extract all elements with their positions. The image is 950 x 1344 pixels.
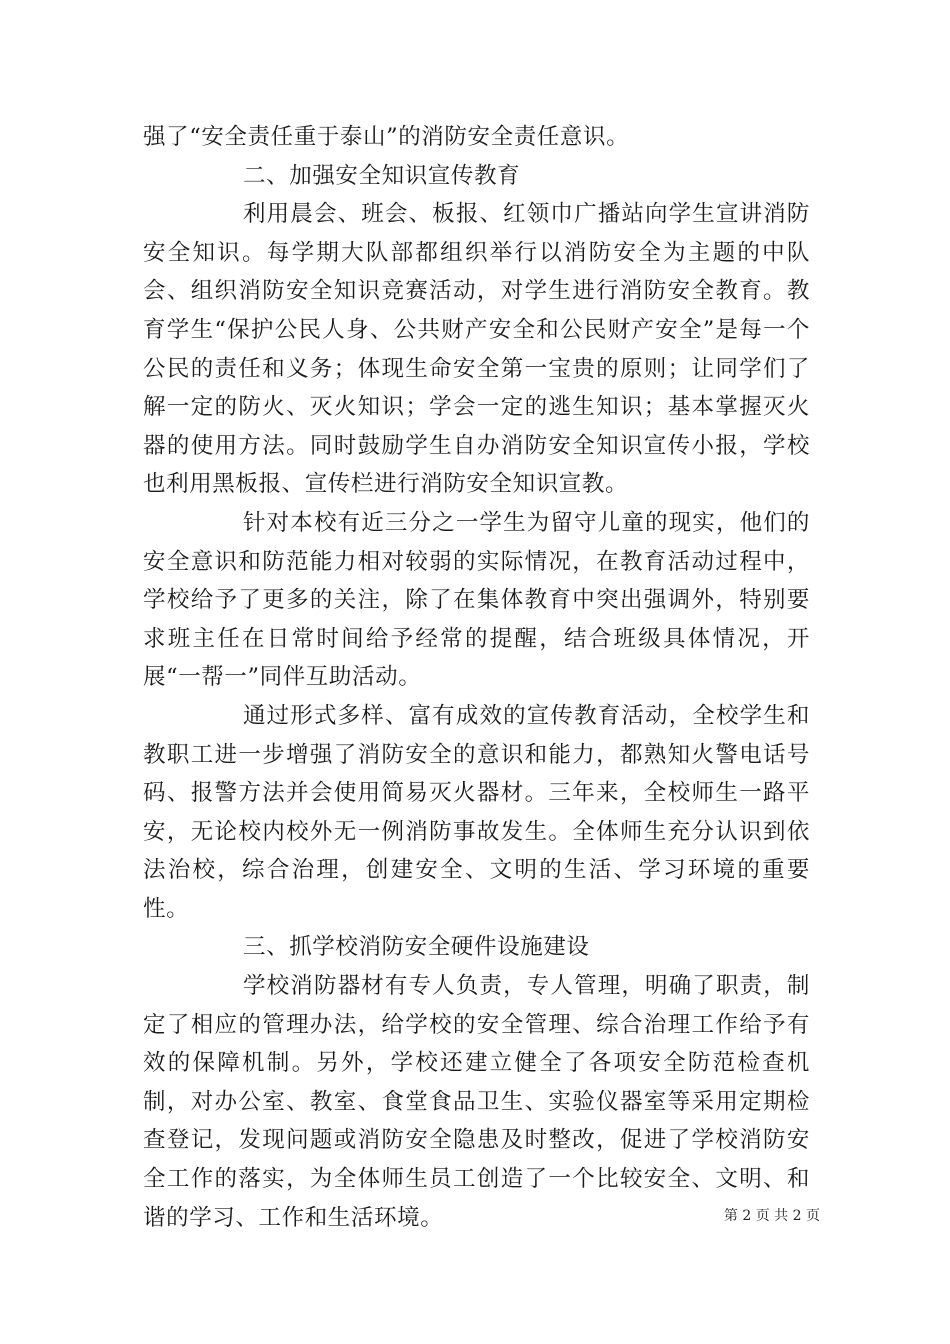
section-heading-3: 三、抓学校消防安全硬件设施建设	[243, 934, 590, 961]
paragraph-left-behind-children: 针对本校有近三分之一学生为留守儿童的现实，他们的安全意识和防范能力相对较弱的实际情况，在教育活动过程中，学校给予了更多的关注，除了在集体教育中突出强调外，特别要求班主任在日常时间给予经常的提醒，结合班级具体情况，开展“一帮一”同伴互助活动。	[143, 509, 810, 691]
page-number-footer: 第 2 页 共 2 页	[723, 1208, 820, 1224]
paragraph-continuation: 强了“安全责任重于泰山”的消防安全责任意识。	[143, 124, 630, 150]
paragraph-results: 通过形式多样、富有成效的宣传教育活动，全校学生和教职工进一步增强了消防安全的意识和能力，都熟知火警电话号码、报警方法并会使用简易灭火器材。三年来，全校师生一路平安，无论校内校外无一例消防事故发生。全体师生充分认识到依法治校，综合治理，创建安全、文明的生活、学习环境的重要性。	[143, 702, 810, 922]
paragraph-hardware: 学校消防器材有专人负责，专人管理，明确了职责，制定了相应的管理办法，给学校的安全管理、综合治理工作给予有效的保障机制。另外，学校还建立健全了各项安全防范检查机制，对办公室、教室、食堂食品卫生、实验仪器室等采用定期检查登记，发现问题或消防安全隐患及时整改，促进了学校消防安全工作的落实，为全体师生员工创造了一个比较安全、文明、和谐的学习、工作和生活环境。	[143, 973, 810, 1231]
section-heading-2: 二、加强安全知识宣传教育	[243, 162, 521, 189]
paragraph-publicity: 利用晨会、班会、板报、红领巾广播站向学生宣讲消防安全知识。每学期大队部都组织举行以消防安全为主题的中队会、组织消防安全知识竞赛活动，对学生进行消防安全教育。教育学生“保护公民人身、公共财产安全和公民财产安全”是每一个公民的责任和义务；体现生命安全第一宝贵的原则；让同学们了解一定的防火、灭火知识；学会一定的逃生知识；基本掌握灭火器的使用方法。同时鼓励学生自办消防安全知识宣传小报，学校也利用黑板报、宣传栏进行消防安全知识宣教。	[143, 201, 810, 498]
document-body	[143, 118, 810, 1237]
